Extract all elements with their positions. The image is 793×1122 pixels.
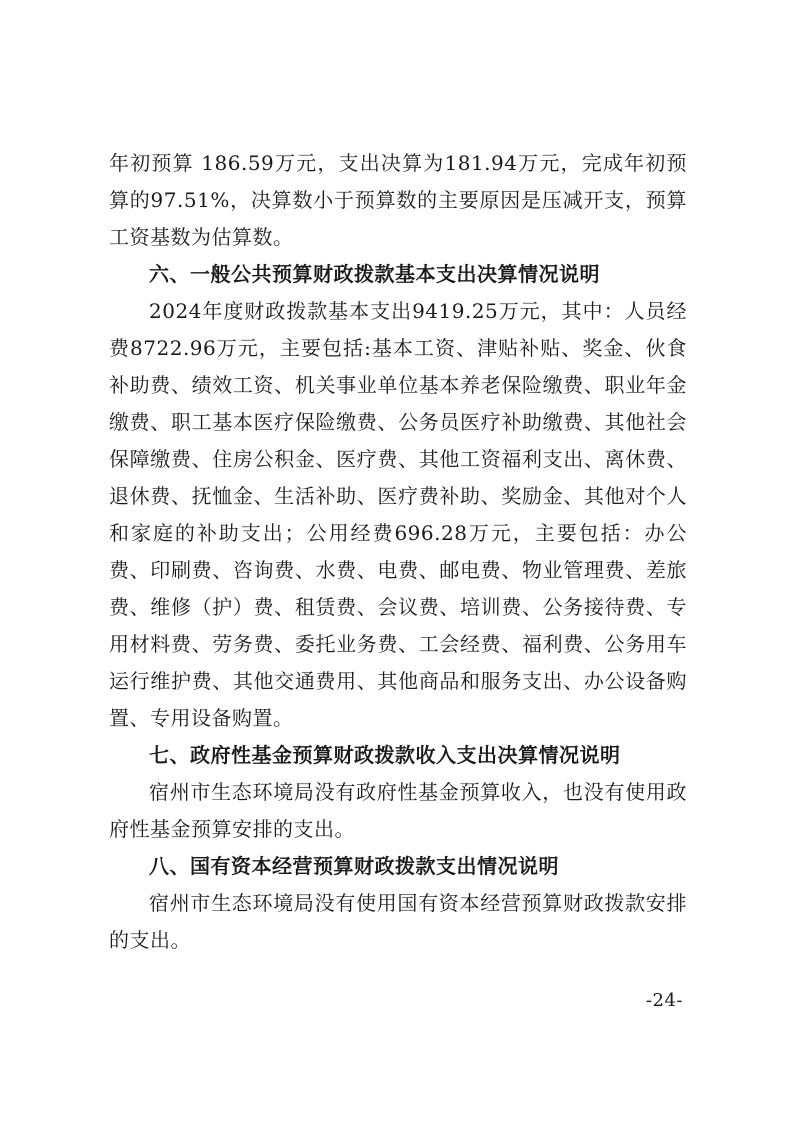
paragraph-government-fund: 宿州市生态环境局没有政府性基金预算收入，也没有使用政府性基金预算安排的支出。 bbox=[109, 780, 687, 841]
document-body bbox=[109, 145, 687, 959]
paragraph-state-capital: 宿州市生态环境局没有使用国有资本经营预算财政拨款安排的支出。 bbox=[109, 891, 687, 952]
paragraph-basic-expenditure: 2024年度财政拨款基本支出9419.25万元，其中：人员经费8722.96万元，主要包括:基本工资、津贴补贴、奖金、伙食补助费、绩效工资、机关事业单位基本养老保险缴费、职业年金缴费、职工基本医疗保险缴费、公务员医疗补助缴费、其他社会保障缴费、住房公积金、医疗费、其他工资福利支出、离休费、退休费、抚恤金、生活补助、医疗费补助、奖励金、其他对个人和家庭的补助支出；公用经费696.28万元，主要包括：办公费、印刷费、咨询费、水费、电费、邮电费、物业管理费、差旅费、维修（护）费、租赁费、会议费、培训费、公务接待费、专用材料费、劳务费、委托业务费、工会经费、福利费、公务用车运行维护费、其他交通费用、其他商品和服务支出、办公设备购置、专用设备购置。 bbox=[109, 299, 687, 730]
page-number: -24- bbox=[645, 990, 683, 1011]
section-heading-8: 八、国有资本经营预算财政拨款支出情况说明 bbox=[149, 854, 559, 878]
paragraph-budget-completion: 年初预算 186.59万元，支出决算为181.94万元，完成年初预算的97.51%，决算数小于预算数的主要原因是压减开支，预算工资基数为估算数。 bbox=[109, 151, 687, 249]
section-heading-6: 六、一般公共预算财政拨款基本支出决算情况说明 bbox=[149, 262, 600, 286]
section-heading-7: 七、政府性基金预算财政拨款收入支出决算情况说明 bbox=[149, 743, 621, 767]
